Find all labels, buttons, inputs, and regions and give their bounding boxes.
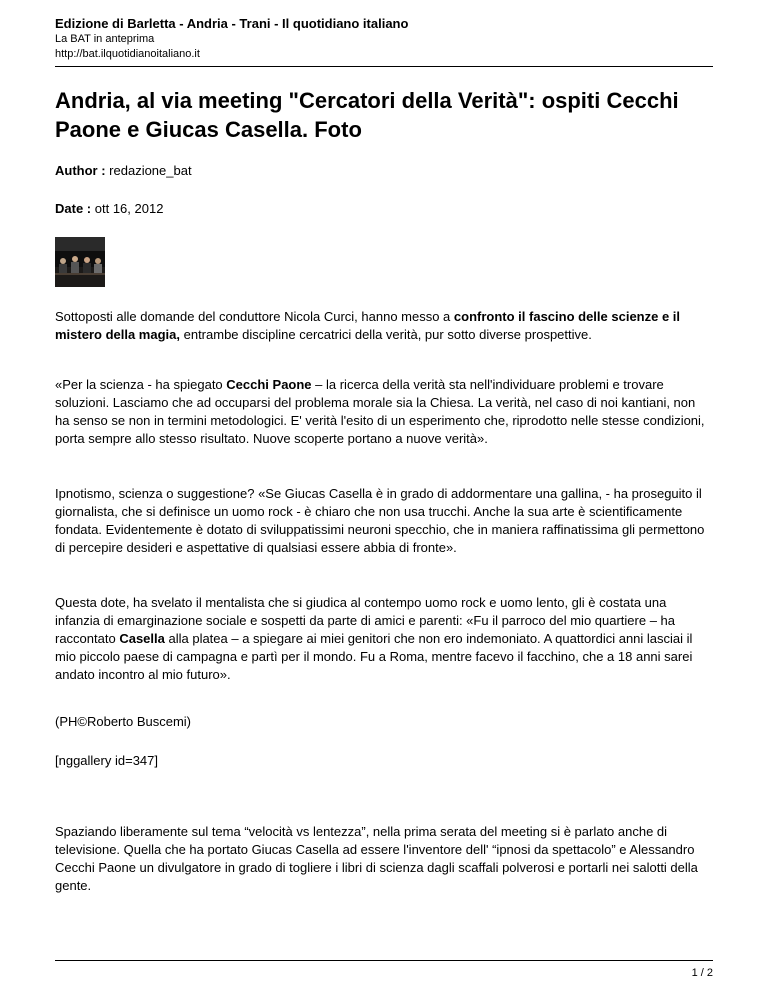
site-url: http://bat.ilquotidianoitaliano.it xyxy=(55,48,200,60)
paragraph-4-text-a: Questa dote, ha svelato il mentalista che si giudica al contempo uomo rock e uomo lento, gli è costata una infanzia di emarginazione sociale e sospetti da parte di amici e parenti: «Fu il parroco del mio quartiere – ha raccontato xyxy=(55,595,676,646)
header-divider xyxy=(55,66,713,67)
paragraph-2-text-c: – la ricerca della verità sta nell'individuare problemi e trovare soluzioni. Lasciamo che ad occuparsi del problema morale sia la Chiesa. La verità, nel caso di noi kantiani, non ha senso se non in termini metodologici. E' verità l'esito di un esperimento che, riprodotto nelle stesse condizioni, porta sempre allo stesso risultato. Nuove scoperte portano a nuove verità». xyxy=(55,377,705,446)
paragraph-4-text-c: alla platea – a spiegare ai miei genitori che non ero indemoniato. A quattordici anni lasciai il mio piccolo paese di campagna e partì per il mondo. Fu a Roma, mentre facevo il facchino, che a 18 anni sarei andato incontro al mio futuro». xyxy=(55,631,693,682)
paragraph-1-text-a: Sottoposti alle domande del conduttore Nicola Curci, hanno messo a xyxy=(55,309,454,324)
paragraph-3: Ipnotismo, scienza o suggestione? «Se Giucas Casella è in grado di addormentare una gallina, - ha proseguito il giornalista, che si definisce un uomo rock - è chiaro che non usa trucchi. Anche la sua arte è scientificamente fondata. Evidentemente è dotato di sviluppatissimi neuroni specchio, che in maniera raffinatissima gli permettono di percepire desideri e aspettative di qualsiasi essere abbia di fronte». xyxy=(55,486,705,555)
paragraph-1-text-c: entrambe discipline cercatrici della verità, pur sotto diverse prospettive. xyxy=(180,327,592,342)
article-title: Andria, al via meeting "Cercatori della Verità": ospiti Cecchi Paone e Giucas Casella. Foto xyxy=(55,88,679,142)
paragraph-1-bold: confronto il fascino delle scienze e il mistero della magia, xyxy=(55,309,681,342)
site-subtitle: La BAT in anteprima xyxy=(55,33,155,45)
article-thumbnail-image xyxy=(55,237,105,287)
date-label: Date : xyxy=(55,201,92,216)
date-value: ott 16, 2012 xyxy=(94,201,164,216)
paragraph-7: Spaziando liberamente sul tema “velocità vs lentezza”, nella prima serata del meeting si è parlato anche di televisione. Quella che ha portato Giucas Casella ad essere l'inventore dell' “ipnosi da spettacolo” e Alessandro Cecchi Paone un divulgatore in grado di togliere i libri di scienza dagli scaffali polverosi e portarli nei salotti della gente. xyxy=(55,824,698,893)
paragraph-4-bold: Casella xyxy=(119,631,165,646)
author-value: redazione_bat xyxy=(109,163,192,178)
paragraph-2-text-a: «Per la scienza - ha spiegato xyxy=(55,377,227,392)
paragraph-1 xyxy=(55,308,713,344)
paragraph-2-bold: Cecchi Paone xyxy=(226,377,312,392)
date-line xyxy=(55,200,163,217)
photo-credit: (PH©Roberto Buscemi) xyxy=(55,714,192,729)
page-number: 1 / 2 xyxy=(691,967,713,979)
gallery-shortcode: [nggallery id=347] xyxy=(55,753,158,768)
stage-photo-icon xyxy=(55,237,105,287)
paragraph-4 xyxy=(55,594,713,684)
site-title: Edizione di Barletta - Andria - Trani - Il quotidiano italiano xyxy=(55,16,409,31)
paragraph-2 xyxy=(55,376,713,448)
author-label: Author : xyxy=(55,163,106,178)
footer-divider xyxy=(55,960,713,961)
author-line xyxy=(55,162,192,179)
page-header xyxy=(55,15,713,62)
